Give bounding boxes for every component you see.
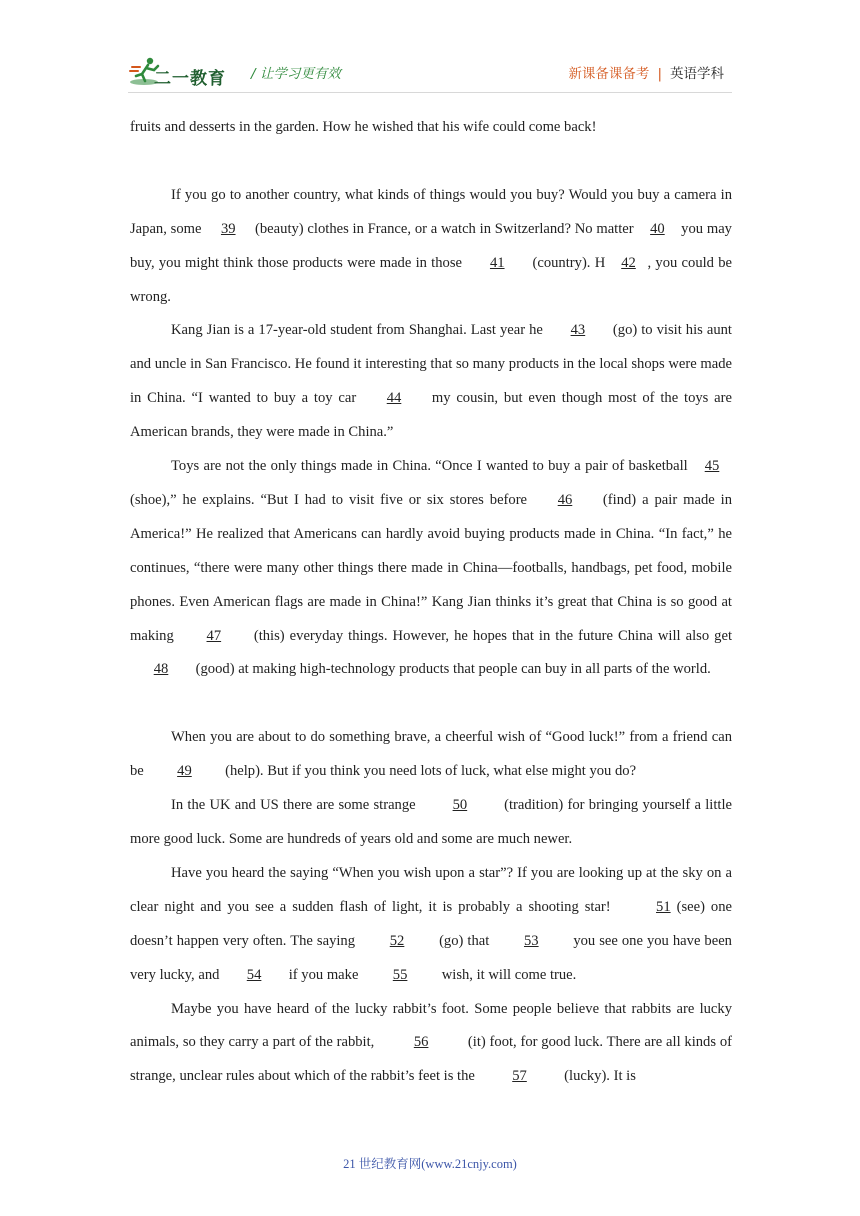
text-run: (it) foot, for good luck. There are all kinds of strange, unclear rules about which of the rabbit’s feet is the [130,1034,732,1085]
blank-39[interactable]: 39 [220,220,236,237]
text-run: In the UK and US there are some strange [171,797,420,814]
blank-40[interactable]: 40 [650,220,665,237]
blank-41[interactable]: 41 [489,254,505,271]
text-run: Toys are not the only things made in China. “Once I wanted to buy a pair of basketball [171,458,692,475]
passage-gap [130,687,732,721]
text-run: my cousin, but even though most of the toys are American brands, they were made in China.” [130,390,732,441]
passage2-paragraph-2 [130,314,732,450]
text-run: Maybe you have heard of the lucky rabbit’s foot. Some people believe that rabbits are lucky animals, so they carry a part of the rabbit, [130,1000,732,1051]
blank-48[interactable]: 48 [153,661,169,678]
header-course-label: 新课备课备考 [568,66,650,82]
blank-50[interactable]: 50 [452,797,468,814]
passage2-paragraph-1 [130,179,732,315]
blank-54[interactable]: 54 [246,966,262,983]
text-run: (this) everyday things. However, he hopes that in the future China will also get [248,627,732,644]
text-run: , you could be wrong. [130,254,732,305]
header-right [568,62,724,82]
blank-56[interactable]: 56 [413,1034,429,1051]
blank-51[interactable]: 51 [656,898,671,915]
passage1-paragraph: fruits and desserts in the garden. How he wished that his wife could come back! [130,119,597,135]
text-run: (see) one doesn’t happen very often. The saying [130,898,732,949]
logo-text: 二一教育 [154,69,226,89]
text-run: (shoe),” he explains. “But I had to visit five or six stores before [130,491,533,508]
passage3-paragraph-1 [130,721,732,789]
header-divider [128,92,732,93]
text-run: (lucky). It is [560,1068,636,1085]
text-run: If you go to another country, what kinds of things would you buy? Would you buy a camera in Japan, some [130,186,732,237]
text-run: (help). But if you think you need lots of luck, what else might you do? [221,763,637,780]
blank-49[interactable]: 49 [177,763,192,780]
text-run: Kang Jian is a 17-year-old student from Shanghai. Last year he [171,322,547,339]
blank-46[interactable]: 46 [557,491,573,508]
passage-gap [130,145,732,179]
text-run: Have you heard the saying “When you wish upon a star”? If you are looking up at the sky on a clear night and you see a sudden flash of light, it is probably a shooting star! [130,864,732,915]
document-body [130,111,732,1094]
text-run: (go) that [435,932,494,949]
blank-55[interactable]: 55 [392,966,408,983]
text-run: you may buy, you might think those products were made in those [130,220,732,271]
text-run: (find) a pair made in America!” He realized that Americans can hardly avoid buying products made in China. “In fact,” he continues, “there were many other things there made in China—footballs, handbags, pet food, mobile phones. Even American flags are made in China!” Kang Jian thinks it’s great that China is so good at making [130,491,733,644]
page-footer: 21 世纪教育网(www.21cnjy.com) [343,1157,517,1171]
page-header [128,52,732,92]
text-run: (good) at making high-technology products that people can buy in all parts of the world. [192,661,711,678]
passage3-paragraph-3 [130,857,732,993]
text-run: When you are about to do something brave, a cheerful wish of “Good luck!” from a friend can be [130,729,732,780]
passage3-paragraph-2 [130,789,732,857]
blank-47[interactable]: 47 [206,627,222,644]
blank-44[interactable]: 44 [386,390,402,407]
logo [128,54,248,88]
blank-45[interactable]: 45 [704,458,720,475]
text-run: (tradition) for bringing yourself a little more good luck. Some are hundreds of years old and some are much newer. [130,797,732,847]
blank-42[interactable]: 42 [621,254,636,271]
text-run: if you make [285,966,363,983]
passage2-paragraph-3 [130,450,732,687]
blank-53[interactable]: 53 [524,932,539,949]
text-run: (beauty) clothes in France, or a watch in Switzerland? No matter [251,220,638,237]
text-run: (country). H [528,254,610,271]
blank-57[interactable]: 57 [512,1068,527,1085]
passage3-paragraph-4 [130,993,732,1095]
text-run: you see one you have been very lucky, and [130,932,732,983]
text-run: (go) to visit his aunt and uncle in San Francisco. He found it interesting that so many products in the local shops were made in China. “I wanted to buy a toy car [130,322,732,407]
header-subject: 英语学科 [670,66,724,82]
blank-43[interactable]: 43 [570,322,586,339]
header-slogan: / 让学习更有效 [251,66,341,82]
header-separator: | [657,66,662,82]
blank-52[interactable]: 52 [389,932,405,949]
text-run: wish, it will come true. [438,966,577,983]
